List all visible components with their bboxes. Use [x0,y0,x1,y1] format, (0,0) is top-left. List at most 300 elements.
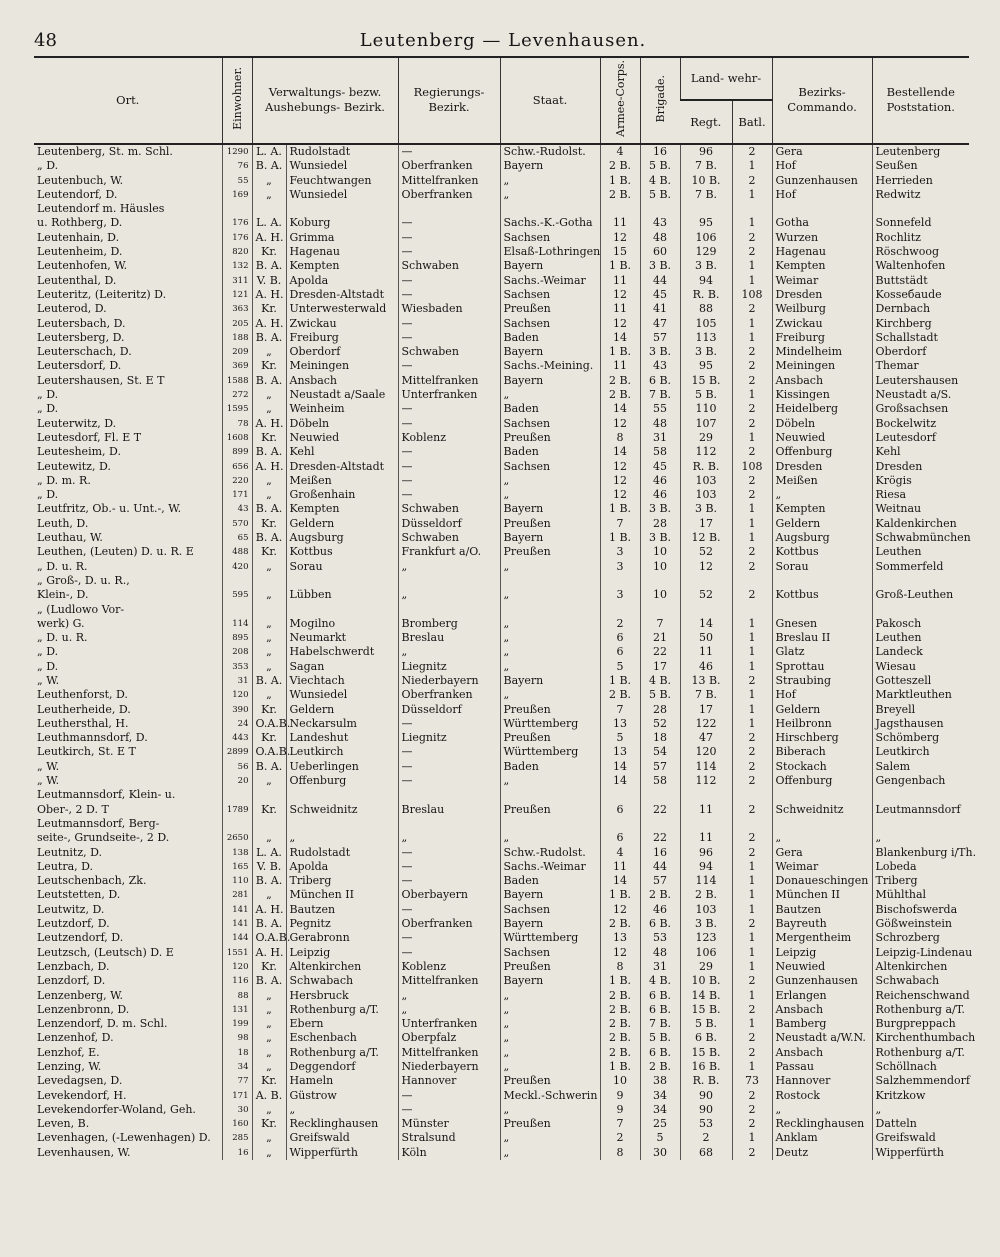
cell-regt: 2 [680,1131,732,1145]
cell-post: Pakosch [872,617,969,631]
cell-verwaltung-bezirk: Hagenau [286,245,398,259]
cell-post: „ [872,831,969,845]
cell-verwaltung-kind: Kr. [252,803,286,817]
cell-einwohner [222,602,252,616]
cell-verwaltung-bezirk: Meiningen [286,359,398,373]
table-row [34,831,969,845]
cell-regt: 94 [680,274,732,288]
cell-staat: Bayern [500,674,600,688]
cell-einwohner: 171 [222,1088,252,1102]
cell-einwohner: 188 [222,331,252,345]
cell-regierung: — [398,144,500,159]
cell-bezirk: Offenburg [772,774,872,788]
cell-ort: Leuterwitz, D. [37,416,117,430]
cell-batl: 1 [732,531,772,545]
table-row [34,502,969,516]
table-body [34,144,977,1160]
cell-verwaltung-kind: Kr. [252,302,286,316]
cell-armee: 3 [600,559,640,573]
cell-brigade: 45 [640,288,680,302]
cell-verwaltung-kind: „ [252,988,286,1002]
cell-bezirk: Erlangen [772,988,872,1002]
cell-armee: 7 [600,1117,640,1131]
cell-batl: 2 [732,245,772,259]
cell-regt: 105 [680,316,732,330]
cell-batl: 1 [732,688,772,702]
table-row [34,874,969,888]
cell-batl: 1 [732,274,772,288]
cell-verwaltung-bezirk: Offenburg [286,774,398,788]
cell-staat: Preußen [500,1074,600,1088]
cell-armee [600,574,640,588]
cell-regt: R. B. [680,288,732,302]
cell-brigade: 3 B. [640,531,680,545]
cell-staat: Sachs.-K.-Gotha [500,216,600,230]
cell-regt: 96 [680,144,732,159]
cell-post: Sommerfeld [872,559,969,573]
cell-staat: „ [500,1017,600,1031]
cell-verwaltung-bezirk: Neckarsulm [286,717,398,731]
cell-brigade: 5 [640,1131,680,1145]
table-row [34,1046,969,1060]
cell-bezirk: Bamberg [772,1017,872,1031]
cell-post: Bischofswerda [872,903,969,917]
header-row [34,57,969,100]
cell-staat: Baden [500,760,600,774]
cell-regt: 12 [680,559,732,573]
cell-bezirk: Kottbus [772,588,872,602]
cell-regt: 3 B. [680,502,732,516]
cell-verwaltung-bezirk: Ansbach [286,374,398,388]
cell-post: Schwabmünchen [872,531,969,545]
cell-bezirk: Neustadt a/W.N. [772,1031,872,1045]
cell-verwaltung-bezirk: München II [286,888,398,902]
cell-einwohner: 78 [222,417,252,431]
cell-ort: Lenzhof, E. [37,1045,100,1059]
cell-batl: 2 [732,1146,772,1160]
cell-ort: Leuterschach, D. [37,345,132,359]
table-row [34,388,969,402]
cell-batl: 1 [732,316,772,330]
cell-batl: 2 [732,774,772,788]
cell-verwaltung-kind: „ [252,559,286,573]
cell-armee: 11 [600,302,640,316]
cell-verwaltung-kind: „ [252,660,286,674]
cell-staat: Württemberg [500,745,600,759]
gazetteer-table [34,56,977,1160]
cell-ort: Lenzbach, D. [37,959,110,973]
cell-armee: 12 [600,288,640,302]
cell-staat: Baden [500,402,600,416]
cell-regierung: — [398,903,500,917]
cell-batl: 2 [732,1046,772,1060]
cell-regierung: Mittelfranken [398,1046,500,1060]
cell-einwohner: 98 [222,1031,252,1045]
cell-brigade: 6 B. [640,1046,680,1060]
cell-brigade: 2 B. [640,888,680,902]
cell-regierung: — [398,288,500,302]
cell-staat [500,817,600,831]
cell-post: Leutesdorf [872,431,969,445]
cell-ort: „ D. [37,159,59,173]
cell-regierung: — [398,874,500,888]
cell-regierung: Frankfurt a/O. [398,545,500,559]
cell-batl: 2 [732,1117,772,1131]
cell-einwohner: 1551 [222,945,252,959]
cell-regierung: „ [398,831,500,845]
table-row [34,617,969,631]
cell-verwaltung-kind: „ [252,1146,286,1160]
cell-regt: 95 [680,359,732,373]
cell-verwaltung-kind: „ [252,631,286,645]
cell-post: Röschwoog [872,245,969,259]
cell-armee: 11 [600,216,640,230]
cell-bezirk: Recklinghausen [772,1117,872,1131]
cell-ort: Leutendorf m. Häusles [37,202,165,216]
cell-armee: 2 B. [600,917,640,931]
cell-verwaltung-kind: Kr. [252,1074,286,1088]
cell-regierung: — [398,474,500,488]
cell-regierung: — [398,745,500,759]
cell-regt: 52 [680,588,732,602]
cell-regierung: Düsseldorf [398,517,500,531]
cell-post: Krögis [872,474,969,488]
cell-armee: 6 [600,631,640,645]
cell-batl: 1 [732,331,772,345]
cell-brigade [640,788,680,802]
table-row [34,474,969,488]
cell-brigade [640,602,680,616]
table-row [34,374,969,388]
cell-regt: 103 [680,488,732,502]
cell-post: Kosseбaude [872,288,969,302]
table-row [34,1017,969,1031]
cell-regierung: Oberbayern [398,888,500,902]
cell-regierung: Schwaben [398,502,500,516]
cell-post: Gengenbach [872,774,969,788]
cell-batl: 1 [732,931,772,945]
cell-einwohner: 208 [222,645,252,659]
cell-armee [600,602,640,616]
cell-regt: 17 [680,702,732,716]
cell-brigade: 10 [640,545,680,559]
cell-verwaltung-bezirk: Sorau [286,559,398,573]
cell-regierung: — [398,274,500,288]
cell-post [872,817,969,831]
cell-batl: 1 [732,259,772,273]
cell-brigade: 43 [640,359,680,373]
cell-verwaltung-bezirk: Dresden-Altstadt [286,288,398,302]
cell-post: Burgpreppach [872,1017,969,1031]
cell-post: Buttstädt [872,274,969,288]
cell-bezirk: Bayreuth [772,917,872,931]
cell-brigade: 3 B. [640,259,680,273]
cell-regt: 94 [680,860,732,874]
cell-einwohner: 1608 [222,431,252,445]
cell-brigade: 34 [640,1088,680,1102]
cell-bezirk: Mindelheim [772,345,872,359]
cell-bezirk: Straubing [772,674,872,688]
table-row [34,188,969,202]
cell-regierung: Schwaben [398,531,500,545]
cell-batl: 2 [732,831,772,845]
cell-einwohner: 1588 [222,374,252,388]
cell-brigade: 16 [640,144,680,159]
cell-einwohner: 131 [222,1003,252,1017]
cell-post: Schöllnach [872,1060,969,1074]
cell-batl: 2 [732,974,772,988]
cell-ort: Leutzdorf, D. [37,917,110,931]
cell-staat: Sachsen [500,316,600,330]
cell-bezirk: Kempten [772,259,872,273]
cell-brigade: 6 B. [640,1003,680,1017]
cell-ort: Leutenthal, D. [37,273,117,287]
table-row [34,231,969,245]
table-row [34,545,969,559]
cell-brigade: 30 [640,1146,680,1160]
cell-regierung: Schwaben [398,259,500,273]
cell-ort: Leutewitz, D. [37,459,111,473]
page-number: 48 [34,30,57,51]
cell-regt: 3 B. [680,345,732,359]
cell-post: Rothenburg a/T. [872,1046,969,1060]
cell-verwaltung-bezirk: Rothenburg a/T. [286,1046,398,1060]
cell-brigade: 46 [640,903,680,917]
cell-batl: 1 [732,431,772,445]
cell-armee: 11 [600,860,640,874]
cell-regierung: — [398,717,500,731]
cell-brigade: 21 [640,631,680,645]
cell-batl [732,574,772,588]
cell-verwaltung-kind: B. A. [252,159,286,173]
cell-regt: 12 B. [680,531,732,545]
cell-regierung: — [398,445,500,459]
cell-ort: u. Rothberg, D. [37,216,123,230]
cell-batl: 2 [732,474,772,488]
cell-staat: „ [500,588,600,602]
cell-batl: 1 [732,717,772,731]
cell-verwaltung-bezirk: Ebern [286,1017,398,1031]
table-row [34,1074,969,1088]
cell-regierung: Oberfranken [398,159,500,173]
cell-einwohner: 121 [222,288,252,302]
table-row [34,717,969,731]
cell-brigade: 5 B. [640,159,680,173]
cell-einwohner: 169 [222,188,252,202]
cell-verwaltung-kind: „ [252,888,286,902]
cell-einwohner: 114 [222,617,252,631]
cell-verwaltung-kind: O.A.B. [252,745,286,759]
cell-regierung: Stralsund [398,1131,500,1145]
cell-brigade: 38 [640,1074,680,1088]
cell-armee: 12 [600,474,640,488]
cell-einwohner: 899 [222,445,252,459]
table-row [34,1103,969,1117]
cell-verwaltung-kind: B. A. [252,874,286,888]
cell-ort: Leven, B. [37,1117,90,1131]
cell-brigade: 6 B. [640,988,680,1002]
cell-bezirk: Neuwied [772,431,872,445]
cell-ort: Lenzendorf, D. m. Schl. [37,1017,168,1031]
cell-regierung: — [398,331,500,345]
cell-batl: 2 [732,588,772,602]
cell-regierung: — [398,845,500,859]
header-regt: Regt. [680,100,732,143]
cell-ort: Leutfritz, Ob.- u. Unt.-, W. [37,502,182,516]
cell-verwaltung-bezirk: Neuwied [286,431,398,445]
cell-ort: Leuthmannsdorf, D. [37,731,148,745]
cell-regt: 90 [680,1103,732,1117]
cell-batl [732,788,772,802]
cell-regierung: — [398,245,500,259]
cell-verwaltung-bezirk: Mogilno [286,617,398,631]
cell-post: Leipzig-Lindenau [872,945,969,959]
cell-verwaltung-kind: Kr. [252,702,286,716]
cell-batl: 2 [732,674,772,688]
table-row [34,417,969,431]
table-row [34,960,969,974]
cell-brigade: 58 [640,774,680,788]
cell-ort: „ D. [37,488,59,502]
cell-regt: 123 [680,931,732,945]
table-row [34,731,969,745]
cell-regt: 3 B. [680,917,732,931]
cell-batl: 2 [732,1031,772,1045]
cell-armee: 2 [600,1131,640,1145]
table-row [34,1003,969,1017]
cell-staat: Baden [500,331,600,345]
cell-armee: 6 [600,645,640,659]
cell-post: Weitnau [872,502,969,516]
cell-staat: „ [500,774,600,788]
cell-regierung: „ [398,1003,500,1017]
cell-armee: 12 [600,945,640,959]
table-row [34,274,969,288]
cell-post: Seußen [872,159,969,173]
cell-regt: 120 [680,745,732,759]
cell-einwohner: 144 [222,931,252,945]
cell-armee: 11 [600,274,640,288]
cell-verwaltung-bezirk: Döbeln [286,417,398,431]
cell-regt: 103 [680,474,732,488]
cell-staat: Bayern [500,159,600,173]
cell-armee: 1 B. [600,1060,640,1074]
cell-post: Kirchenthumbach [872,1031,969,1045]
cell-ort: Leutwitz, D. [37,902,105,916]
cell-brigade: 58 [640,445,680,459]
cell-armee: 14 [600,445,640,459]
cell-brigade: 4 B. [640,173,680,187]
cell-staat: „ [500,388,600,402]
cell-post: Salem [872,760,969,774]
cell-einwohner: 31 [222,674,252,688]
cell-verwaltung-bezirk: Grimma [286,231,398,245]
cell-ort: Lenzenberg, W. [37,988,124,1002]
cell-ort: werk) G. [37,616,85,630]
cell-einwohner: 420 [222,559,252,573]
cell-staat: „ [500,688,600,702]
cell-regt: 110 [680,402,732,416]
cell-armee: 1 B. [600,531,640,545]
cell-einwohner: 570 [222,517,252,531]
cell-einwohner: 363 [222,302,252,316]
cell-einwohner: 353 [222,660,252,674]
table-row [34,702,969,716]
cell-batl: 2 [732,731,772,745]
cell-staat: Sachs.-Weimar [500,274,600,288]
cell-bezirk: Breslau II [772,631,872,645]
cell-batl: 2 [732,359,772,373]
cell-verwaltung-kind: „ [252,1031,286,1045]
table-row [34,144,969,159]
cell-verwaltung-bezirk: Güstrow [286,1088,398,1102]
cell-verwaltung-bezirk: Feuchtwangen [286,173,398,187]
cell-ort: Levekendorf, H. [37,1088,127,1102]
cell-ort: Leutershausen, St. E T [37,373,165,387]
cell-staat: Bayern [500,374,600,388]
cell-batl: 1 [732,159,772,173]
cell-staat: Preußen [500,517,600,531]
cell-ort: Lenzenbronn, D. [37,1002,130,1016]
cell-bezirk: Gera [772,144,872,159]
header-brigade: Brigade. [640,57,680,144]
cell-ort: „ D. [37,388,59,402]
table-row [34,216,969,230]
cell-armee: 12 [600,417,640,431]
cell-regierung: Wiesbaden [398,302,500,316]
cell-brigade: 10 [640,559,680,573]
cell-staat: „ [500,1060,600,1074]
cell-regt: 122 [680,717,732,731]
cell-staat: Preußen [500,731,600,745]
cell-staat: Bayern [500,888,600,902]
table-row [34,745,969,759]
table-row [34,459,969,473]
cell-armee: 12 [600,316,640,330]
cell-ort: Ober-, 2 D. T [37,802,109,816]
cell-staat: Bayern [500,345,600,359]
cell-regt: 5 B. [680,1017,732,1031]
cell-batl: 2 [732,803,772,817]
table-row [34,660,969,674]
cell-einwohner: 656 [222,459,252,473]
cell-ort: Leutkirch, St. E T [37,745,136,759]
cell-verwaltung-kind: B. A. [252,374,286,388]
cell-post: Greifswald [872,1131,969,1145]
table-row [34,917,969,931]
cell-bezirk: Gera [772,845,872,859]
cell-ort: Levenhausen, W. [37,1145,131,1159]
cell-bezirk: Ansbach [772,374,872,388]
header-post: Bestellende Poststation. [872,57,969,144]
cell-regierung: Mittelfranken [398,173,500,187]
cell-regierung: Oberfranken [398,188,500,202]
cell-verwaltung-kind: B. A. [252,760,286,774]
cell-einwohner: 138 [222,845,252,859]
cell-brigade: 41 [640,302,680,316]
cell-regierung: — [398,945,500,959]
cell-brigade: 22 [640,645,680,659]
table-row [34,488,969,502]
cell-verwaltung-bezirk: Landeshut [286,731,398,745]
cell-ort: Levenhagen, (-Lewenhagen) D. [37,1131,211,1145]
cell-post: Gößweinstein [872,917,969,931]
cell-armee: 3 [600,588,640,602]
cell-verwaltung-kind: L. A. [252,845,286,859]
cell-batl: 1 [732,188,772,202]
table-row [34,888,969,902]
cell-ort: Levedagsen, D. [37,1074,123,1088]
